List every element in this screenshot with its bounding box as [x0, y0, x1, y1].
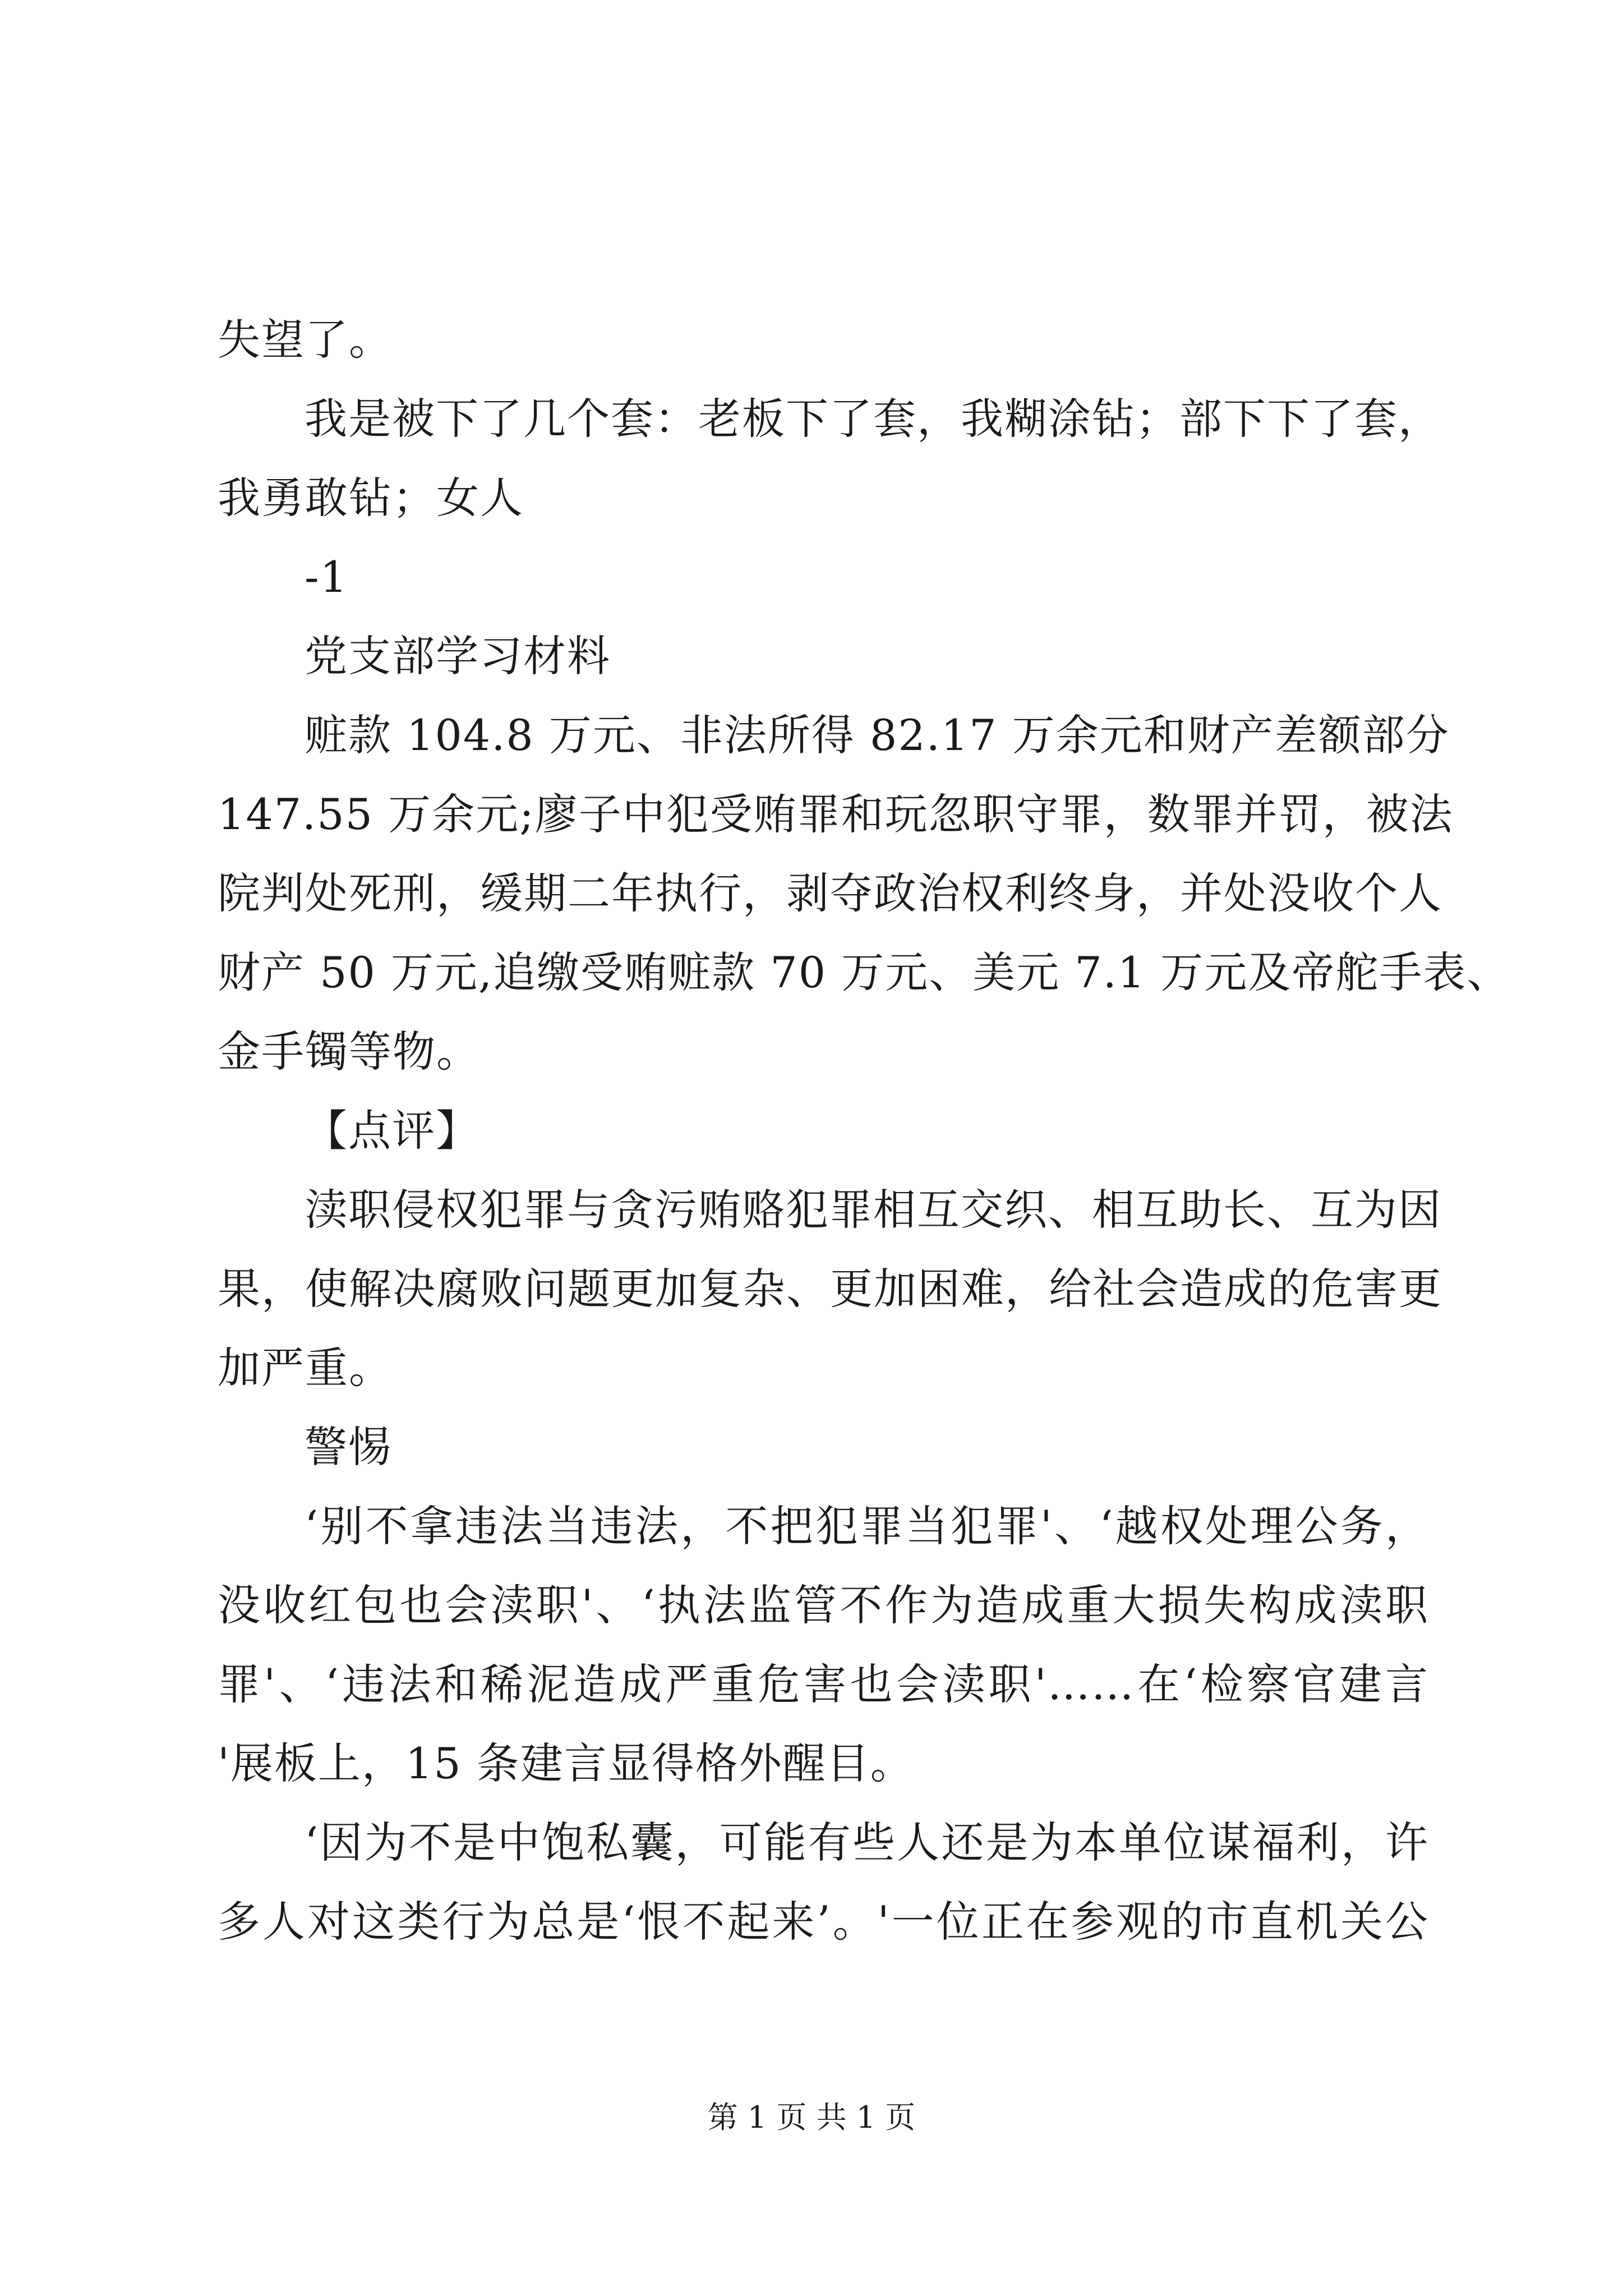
page-footer: 第 1 页 共 1 页: [707, 2100, 916, 2135]
text-line: 财产 50 万元,追缴受贿赃款 70 万元、美元 7.1 万元及帝舵手表、: [218, 947, 1511, 997]
section-heading: 党支部学习材料: [305, 631, 611, 681]
text-line: ‘别不拿违法当违法，不把犯罪当犯罪'、‘越权处理公务，: [305, 1501, 1429, 1551]
section-heading: 警惕: [305, 1422, 392, 1472]
text-line: 果，使解决腐败问题更加复杂、更加困难，给社会造成的危害更: [218, 1264, 1442, 1314]
text-line: 我勇敢钻；女人: [218, 473, 524, 523]
text-line: 147.55 万余元;廖子中犯受贿罪和玩忽职守罪，数罪并罚，被法: [218, 789, 1454, 839]
text-line: 多人对这类行为总是‘恨不起来’。'一位正在参观的市直机关公: [218, 1897, 1429, 1947]
text-line: 赃款 104.8 万元、非法所得 82.17 万余元和财产差额部分: [305, 710, 1450, 760]
text-line: 罪'、‘违法和稀泥造成严重危害也会渎职'……在‘检察官建言: [218, 1659, 1429, 1709]
document-body: [218, 300, 1511, 1961]
text-line: '展板上，15 条建言显得格外醒目。: [218, 1738, 914, 1788]
text-line: ‘因为不是中饱私囊，可能有些人还是为本单位谋福利，许: [305, 1818, 1429, 1867]
text-line: 金手镯等物。: [218, 1027, 480, 1076]
text-line: 渎职侵权犯罪与贪污贿赂犯罪相互交织、相互助长、互为因: [305, 1185, 1442, 1235]
text-line: 我是被下了几个套：老板下了套，我糊涂钻；部下下了套，: [305, 394, 1442, 444]
text-line: 失望了。: [218, 315, 393, 365]
text-line: 院判处死刑，缓期二年执行，剥夺政治权利终身，并处没收个人: [218, 868, 1442, 918]
page-number-marker: -1: [305, 552, 349, 602]
section-heading: 【点评】: [305, 1106, 479, 1156]
text-line: 没收红包也会渎职'、‘执法监管不作为造成重大损失构成渎职: [218, 1580, 1429, 1630]
text-line: 加严重。: [218, 1343, 393, 1393]
